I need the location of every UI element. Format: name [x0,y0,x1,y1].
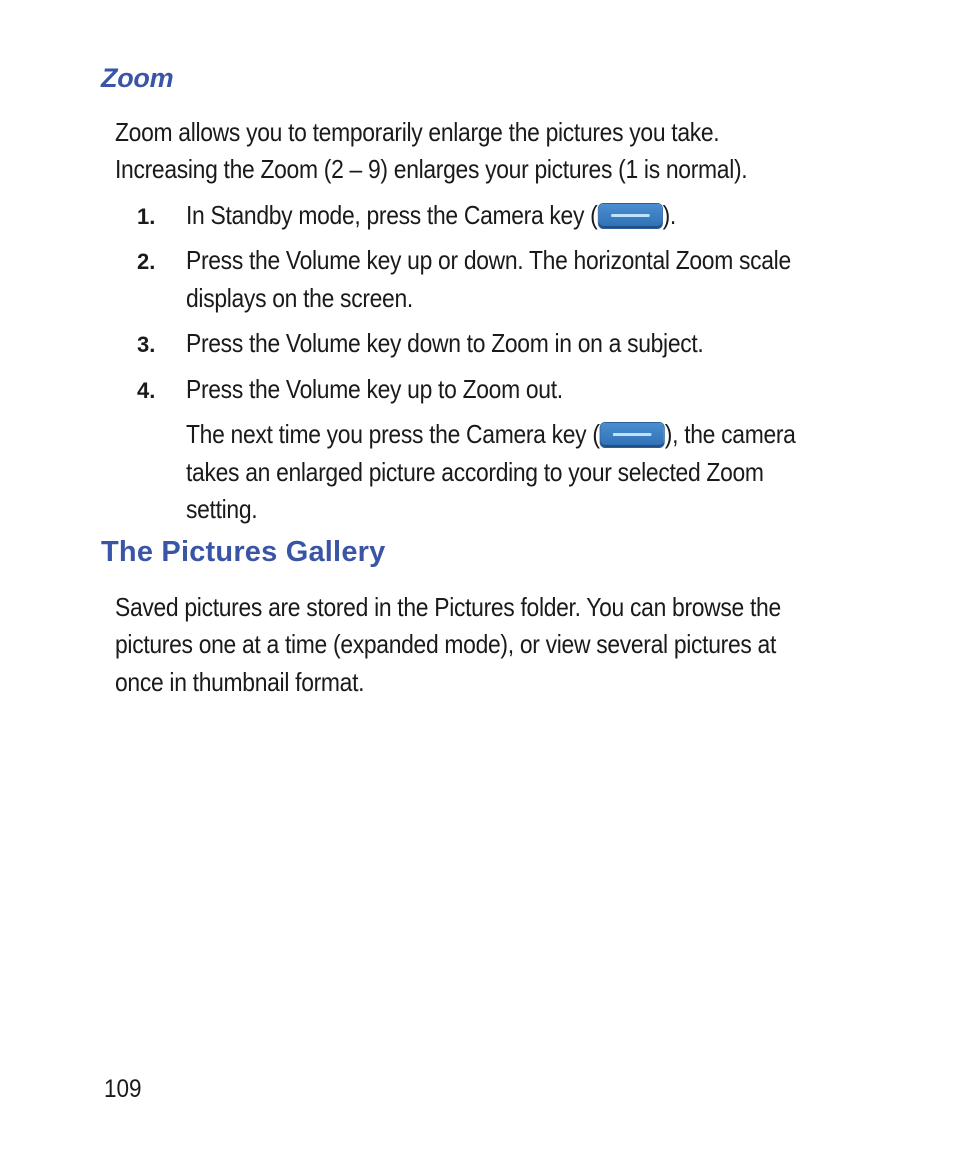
step-3-number: 3. [137,332,156,357]
step-4-number: 4. [137,378,156,403]
step-2-number: 2. [137,249,156,274]
step-1-number: 1. [137,204,156,229]
step-2-line-2: displays on the screen. [186,283,413,313]
step-1-text [186,197,676,235]
step-1-text-after-icon: ). [662,200,676,230]
gallery-line-2: pictures one at a time (expanded mode), or view several pictures at [115,629,777,659]
zoom-intro-line-1: Zoom allows you to temporarily enlarge the pictures you take. [115,117,720,147]
zoom-note-text-after-icon: ), the camera [664,419,796,449]
gallery-line-1: Saved pictures are stored in the Pictures folder. You can browse the [115,592,781,622]
zoom-note-line-3: setting. [186,494,258,524]
page-number: 109 [104,1075,142,1103]
zoom-note-line-2: takes an enlarged picture according to your selected Zoom [186,457,764,487]
zoom-note-text-before-icon: The next time you press the Camera key ( [186,419,600,449]
camera-key-icon [601,423,664,447]
camera-key-icon [598,204,661,228]
step-4-text: Press the Volume key up to Zoom out. [186,374,563,404]
zoom-note-line-1 [186,416,796,454]
step-3-text: Press the Volume key down to Zoom in on a subject. [186,328,704,358]
step-2-line-1: Press the Volume key up or down. The horizontal Zoom scale [186,245,791,275]
zoom-heading: Zoom [101,63,174,93]
pictures-gallery-heading: The Pictures Gallery [101,536,386,568]
gallery-line-3: once in thumbnail format. [115,667,365,697]
zoom-intro-line-2: Increasing the Zoom (2 – 9) enlarges your pictures (1 is normal). [115,154,748,184]
step-1-text-before-icon: In Standby mode, press the Camera key ( [186,200,598,230]
